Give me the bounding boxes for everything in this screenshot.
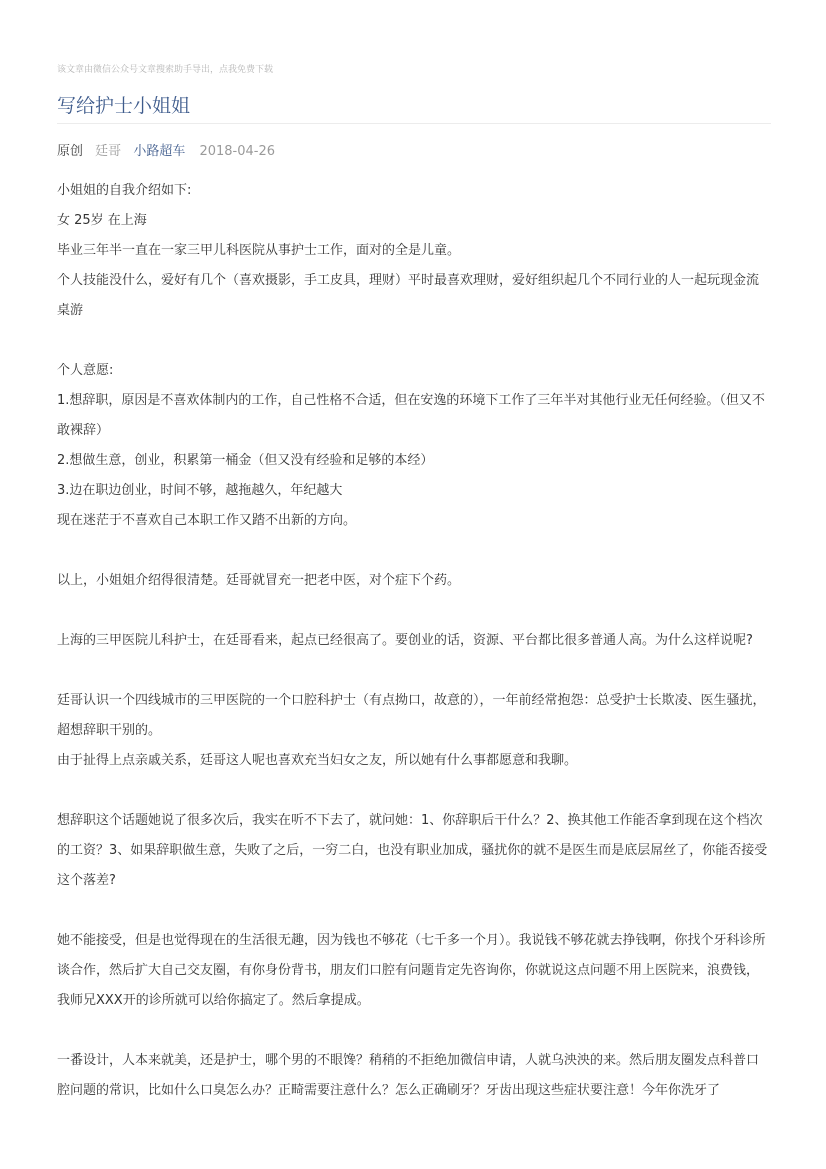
paragraph: 个人意愿: <box>57 363 114 378</box>
paragraph: 由于扯得上点亲戚关系，廷哥这人呢也喜欢充当妇女之友，所以她有什么事都愿意和我聊。 <box>57 753 578 768</box>
author-name: 廷哥 <box>95 144 122 159</box>
account-link[interactable]: 小路超车 <box>133 144 186 159</box>
article-body <box>57 176 769 1106</box>
title-divider <box>57 123 771 124</box>
paragraph: 3.边在职边创业，时间不够，越拖越久，年纪越大 <box>57 483 343 498</box>
article-title: 写给护士小姐姐 <box>57 95 191 117</box>
paragraph-spacer <box>57 326 769 356</box>
paragraph: 个人技能没什么，爱好有几个（喜欢摄影，手工皮具，理财）平时最喜欢理财，爱好组织起几个不同行业的人一起玩现金流桌游 <box>57 273 760 318</box>
paragraph: 毕业三年半一直在一家三甲儿科医院从事护士工作，面对的全是儿童。 <box>57 243 461 258</box>
paragraph: 一番设计，人本来就美，还是护士，哪个男的不眼馋？稍稍的不拒绝加微信申请，人就乌泱泱的来。然后朋友圈发点科普口腔问题的常识，比如什么口臭怎么办？正畸需要注意什么？怎么正确刷牙？牙齿出现这些症状要注意！今年你洗牙了 <box>57 1053 760 1098</box>
paragraph: 小姐姐的自我介绍如下: <box>57 183 192 198</box>
paragraph-spacer <box>57 596 769 626</box>
original-tag: 原创 <box>57 144 84 159</box>
paragraph: 以上，小姐姐介绍得很清楚。廷哥就冒充一把老中医，对个症下个药。 <box>57 573 461 588</box>
article-meta <box>57 140 283 159</box>
publish-date: 2018-04-26 <box>199 144 276 159</box>
paragraph: 廷哥认识一个四线城市的三甲医院的一个口腔科护士（有点拗口，故意的），一年前经常抱怨：总受护士长欺凌、医生骚扰，超想辞职干别的。 <box>57 693 766 738</box>
paragraph: 现在迷茫于不喜欢自己本职工作又踏不出新的方向。 <box>57 513 357 528</box>
export-notice[interactable]: 该文章由微信公众号文章搜索助手导出，点我免费下载 <box>57 65 274 75</box>
paragraph-spacer <box>57 1016 769 1046</box>
paragraph-spacer <box>57 776 769 806</box>
paragraph: 想辞职这个话题她说了很多次后，我实在听不下去了，就问她：1、你辞职后干什么？2、换其他工作能否拿到现在这个档次的工资？3、如果辞职做生意，失败了之后，一穷二白，也没有职业加成，骚扰你的就不是医生而是底层屌丝了，你能否接受这个落差? <box>57 813 768 888</box>
paragraph: 2.想做生意，创业，积累第一桶金（但又没有经验和足够的本经） <box>57 453 434 468</box>
paragraph: 1.想辞职，原因是不喜欢体制内的工作，自己性格不合适，但在安逸的环境下工作了三年半对其他行业无任何经验。（但又不敢裸辞） <box>57 393 765 438</box>
paragraph: 女 25岁 在上海 <box>57 213 147 228</box>
paragraph-spacer <box>57 536 769 566</box>
paragraph: 上海的三甲医院儿科护士，在廷哥看来，起点已经很高了。要创业的话，资源、平台都比很多普通人高。为什么这样说呢? <box>57 633 753 648</box>
paragraph: 她不能接受，但是也觉得现在的生活很无趣，因为钱也不够花（七千多一个月）。我说钱不够花就去挣钱啊，你找个牙科诊所谈合作，然后扩大自己交友圈，有你身份背书，朋友们口腔有问题肯定先咨询你，你就说这点问题不用上医院来，浪费钱，我师兄XXX开的诊所就可以给你搞定了。然后拿提成。 <box>57 933 766 1008</box>
paragraph-spacer <box>57 656 769 686</box>
paragraph-spacer <box>57 896 769 926</box>
